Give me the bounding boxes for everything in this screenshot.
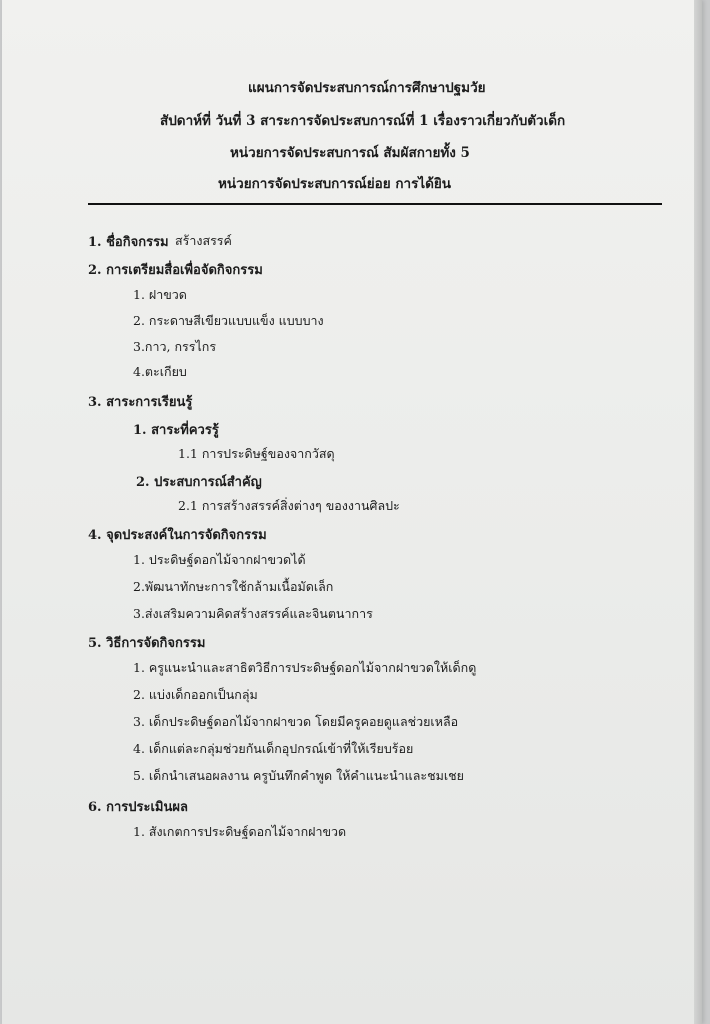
- section-4-heading: 4. จุดประสงค์ในการจัดกิจกรรม: [88, 528, 267, 543]
- list-item: 2.1 การสร้างสรรค์สิ่งต่างๆ ของงานศิลปะ: [178, 498, 400, 513]
- paper-edge: [694, 0, 702, 1024]
- section-5-heading: 5. วิธีการจัดกิจกรรม: [88, 636, 206, 651]
- list-item: 3.กาว, กรรไกร: [133, 339, 217, 354]
- list-item: 3.ส่งเสริมความคิดสร้างสรรค์และจินตนาการ: [133, 606, 373, 621]
- list-item: 2.พัฒนาทักษะการใช้กล้ามเนื้อมัดเล็ก: [133, 579, 334, 594]
- subsection-heading: 2. ประสบการณ์สำคัญ: [136, 475, 262, 490]
- list-item: 2. กระดาษสีเขียวแบบแข็ง แบบบาง: [133, 313, 324, 328]
- unit-line: หน่วยการจัดประสบการณ์ สัมผัสกายทั้ง 5: [230, 145, 470, 161]
- document-title: แผนการจัดประสบการณ์การศึกษาปฐมวัย: [248, 80, 486, 96]
- section-1-heading: 1. ชื่อกิจกรรม: [88, 235, 169, 250]
- list-item: 5. เด็กนำเสนอผลงาน ครูบันทึกคำพูด ให้คำแนะนำและชมเชย: [133, 768, 464, 783]
- list-item: 1.1 การประดิษฐ์ของจากวัสดุ: [178, 446, 335, 461]
- section-6-heading: 6. การประเมินผล: [88, 800, 188, 815]
- section-3-heading: 3. สาระการเรียนรู้: [88, 395, 193, 410]
- list-item: 1. ฝาขวด: [133, 287, 187, 302]
- subsection-heading: 1. สาระที่ควรรู้: [133, 423, 219, 438]
- subunit-line: หน่วยการจัดประสบการณ์ย่อย การได้ยิน: [218, 176, 452, 192]
- list-item: 1. ครูแนะนำและสาธิตวิธีการประดิษฐ์ดอกไม้จากฝาขวดให้เด็กดู: [133, 660, 477, 675]
- list-item: 2. แบ่งเด็กออกเป็นกลุ่ม: [133, 687, 258, 702]
- week-day-line: สัปดาห์ที่ วันที่ 3 สาระการจัดประสบการณ์ที่ 1 เรื่องราวเกี่ยวกับตัวเด็ก: [160, 113, 566, 129]
- header-divider: [88, 203, 662, 205]
- list-item: 1. ประดิษฐ์ดอกไม้จากฝาขวดได้: [133, 552, 306, 567]
- section-2-heading: 2. การเตรียมสื่อเพื่อจัดกิจกรรม: [88, 263, 263, 278]
- list-item: 4.ตะเกียบ: [133, 364, 187, 379]
- list-item: 4. เด็กแต่ละกลุ่มช่วยกันเด็กอุปกรณ์เข้าที่ให้เรียบร้อย: [133, 741, 414, 756]
- list-item: 1. สังเกตการประดิษฐ์ดอกไม้จากฝาขวด: [133, 824, 347, 839]
- list-item: 3. เด็กประดิษฐ์ดอกไม้จากฝาขวด โดยมีครูคอยดูแลช่วยเหลือ: [133, 714, 459, 729]
- activity-name: สร้างสรรค์: [175, 233, 232, 248]
